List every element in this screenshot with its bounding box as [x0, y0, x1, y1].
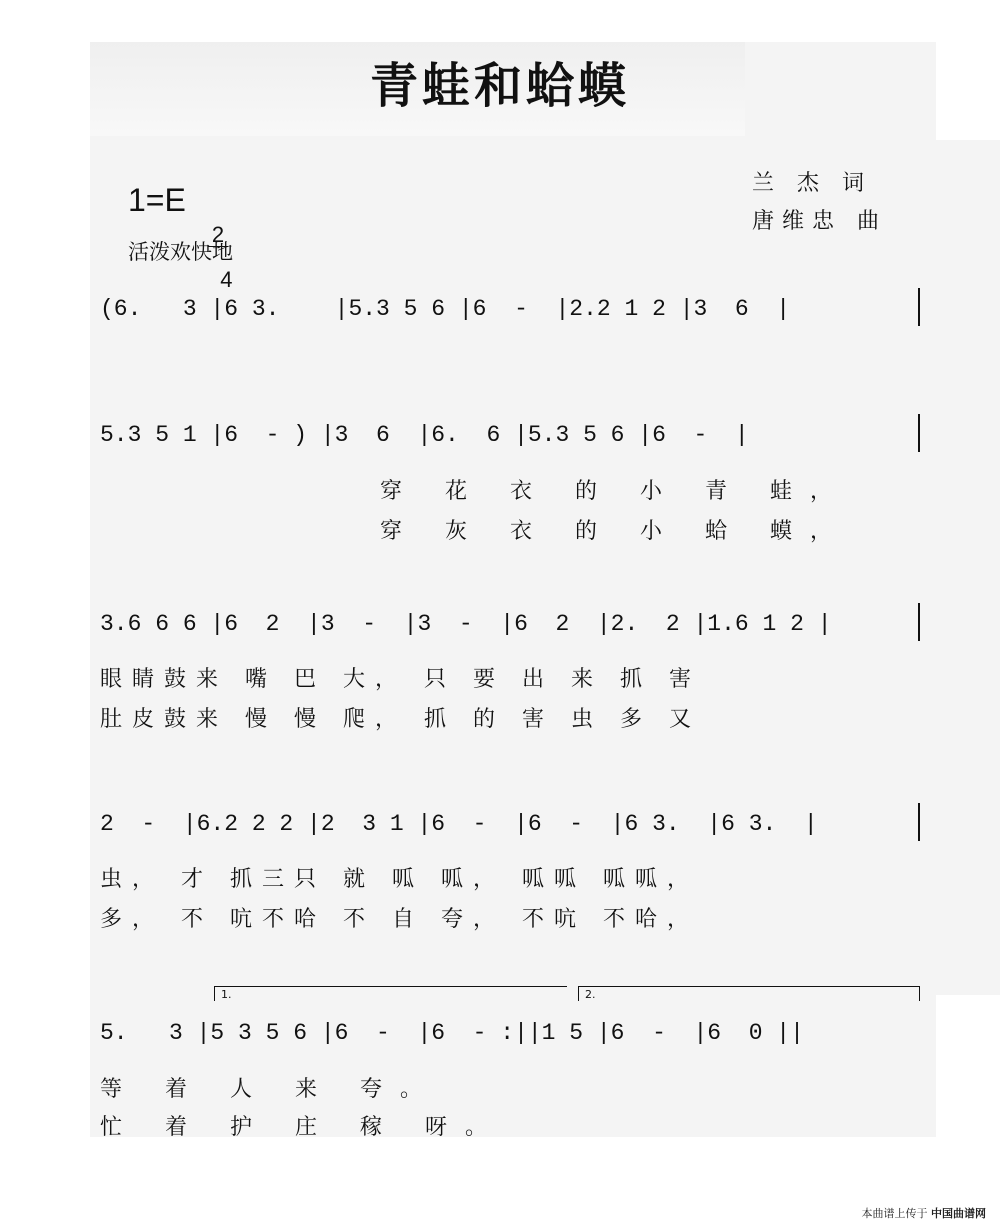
- barline: [918, 803, 920, 841]
- footer-text: 本曲谱上传于: [861, 1207, 928, 1220]
- footer-site-logo[interactable]: 中国曲谱网: [931, 1207, 986, 1220]
- notation-row-5: 5. 3 |5 3 5 6 |6 - |6 - :||1 5 |6 - |6 0 ||: [100, 1020, 804, 1046]
- volta-bracket-2: [578, 986, 920, 1001]
- lyrics-row-4-verse-1: 虫， 才 抓三只 就 呱 呱， 呱呱 呱呱，: [100, 867, 699, 892]
- lyrics-row-5-verse-1: 等 着 人 来 夸。: [100, 1077, 440, 1102]
- tempo-marking: 活泼欢快地: [128, 240, 233, 264]
- notation-row-1: (6. 3 |6 3. |5.3 5 6 |6 - |2.2 1 2 |3 6 |: [100, 296, 791, 322]
- composer-credit: 唐维忠 曲: [752, 209, 887, 234]
- time-signature-top: 2: [208, 224, 228, 247]
- lyrics-row-4-verse-2: 多， 不 吭不哈 不 自 夸， 不吭 不哈，: [100, 907, 699, 932]
- lyricist-credit: 兰 杰 词: [752, 171, 872, 196]
- key-signature-text: 1=E: [128, 182, 186, 218]
- score-paper-edge: [936, 140, 1000, 995]
- notation-row-4: 2 - |6.2 2 2 |2 3 1 |6 - |6 - |6 3. |6 3. |: [100, 811, 818, 837]
- notation-row-2: 5.3 5 1 |6 - ) |3 6 |6. 6 |5.3 5 6 |6 - |: [100, 422, 749, 448]
- lyrics-row-2-verse-2: 穿 灰 衣 的 小 蛤 蟆，: [380, 519, 850, 544]
- time-signature-bottom: 4: [220, 267, 233, 292]
- lyrics-row-5-verse-2: 忙 着 护 庄 稼 呀。: [100, 1115, 505, 1140]
- volta-bracket-1: [214, 986, 567, 1001]
- barline: [918, 603, 920, 641]
- barline: [918, 414, 920, 452]
- page-footer: [862, 1205, 987, 1221]
- lyrics-row-3-verse-2: 肚皮鼓来 慢 慢 爬， 抓 的 害 虫 多 又: [100, 707, 701, 732]
- song-title: 青蛙和蛤蟆: [369, 58, 630, 114]
- barline: [918, 288, 920, 326]
- volta-2-label: 2.: [585, 988, 596, 1001]
- lyrics-row-2-verse-1: 穿 花 衣 的 小 青 蛙，: [380, 479, 850, 504]
- volta-1-label: 1.: [221, 988, 232, 1001]
- notation-row-3: 3.6 6 6 |6 2 |3 - |3 - |6 2 |2. 2 |1.6 1 2 |: [100, 611, 832, 637]
- key-signature: [128, 182, 186, 219]
- lyrics-row-3-verse-1: 眼睛鼓来 嘴 巴 大， 只 要 出 来 抓 害: [100, 667, 701, 692]
